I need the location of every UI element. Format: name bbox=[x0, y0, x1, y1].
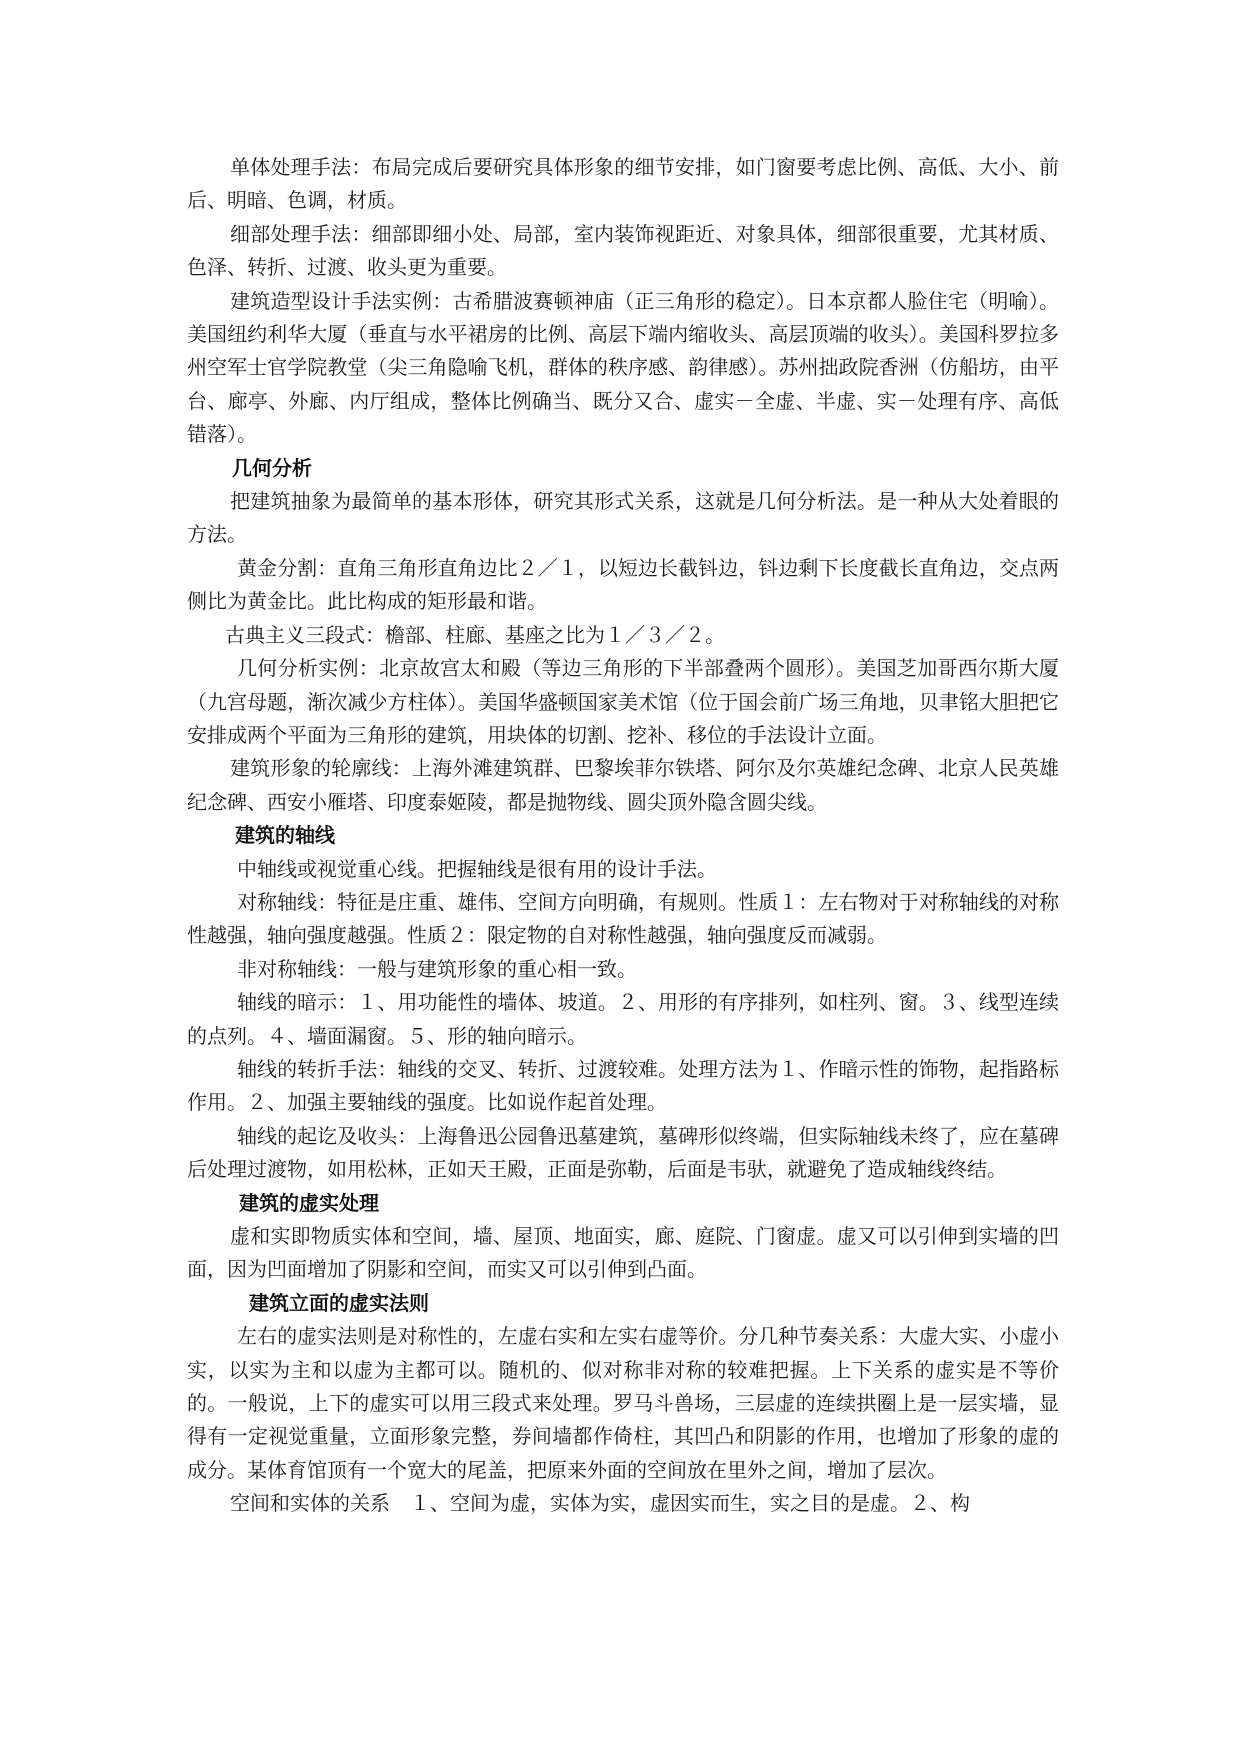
paragraph-silhouette: 建筑形象的轮廓线：上海外滩建筑群、巴黎埃菲尔铁塔、阿尔及尔英雄纪念碑、北京人民英雄纪念碑、西安小雁塔、印度泰姬陵，都是抛物线、圆尖顶外隐含圆尖线。 bbox=[187, 756, 1059, 814]
paragraph-symmetric-axis: 对称轴线：特征是庄重、雄伟、空间方向明确，有规则。性质１：左右物对于对称轴线的对称性越强，轴向强度越强。性质２：限定物的自对称性越强，轴向强度反而减弱。 bbox=[187, 889, 1059, 948]
paragraph-geometric-definition: 把建筑抽象为最简单的基本形体，研究其形式关系，这就是几何分析法。是一种从大处着眼的方法。 bbox=[187, 489, 1059, 547]
heading-facade-void-solid-law: 建筑立面的虚实法则 bbox=[249, 1290, 429, 1315]
paragraph-axis-hints: 轴线的暗示：１、用功能性的墙体、坡道。２、用形的有序排列，如柱列、窗。３、线型连续的点列。４、墙面漏窗。５、形的轴向暗示。 bbox=[187, 990, 1059, 1048]
paragraph-modeling-examples: 建筑造型设计手法实例：古希腊波赛顿神庙（正三角形的稳定）。日本京都人脸住宅（明喻）。美国纽约利华大厦（垂直与水平裙房的比例、高层下端内缩收头、高层顶端的收头）。美国科罗拉多州空军士官学院教堂（尖三角隐喻飞机，群体的秩序感、韵律感）。苏州拙政院香洲（仿船坊，由平台、廊亭、外廊、内厅组成，整体比例确当、既分又合、虚实－全虚、半虚、实－处理有序、高低错落）。 bbox=[187, 288, 1059, 447]
paragraph-golden-ratio: 黄金分割：直角三角形直角边比２／１，以短边长截钭边，钭边剩下长度截长直角边，交点两侧比为黄金比。此比构成的矩形最和谐。 bbox=[187, 555, 1059, 614]
paragraph-axis-ending: 轴线的起讫及收头：上海鲁迅公园鲁迅墓建筑，墓碑形似终端，但实际轴线未终了，应在墓碑后处理过渡物，如用松林，正如天王殿，正面是弥勒，后面是韦驮，就避免了造成轴线终结。 bbox=[187, 1123, 1059, 1182]
paragraph-void-solid: 虚和实即物质实体和空间，墙、屋顶、地面实，廊、庭院、门窗虚。虚又可以引伸到实墙的凹面，因为凹面增加了阴影和空间，而实又可以引伸到凸面。 bbox=[187, 1224, 1059, 1282]
paragraph-axis-intro: 中轴线或视觉重心线。把握轴线是很有用的设计手法。 bbox=[237, 856, 717, 881]
heading-building-axis: 建筑的轴线 bbox=[235, 823, 335, 848]
paragraph-space-entity: 空间和实体的关系 １、空间为虚，实体为实，虚因实而生，实之目的是虚。２、构 bbox=[230, 1491, 970, 1516]
paragraph-geometric-examples: 几何分析实例：北京故宫太和殿（等边三角形的下半部叠两个圆形）。美国芝加哥西尔斯大厦（九宫母题，渐次减少方柱体）。美国华盛顿国家美术馆（位于国会前广场三角地，贝聿铭大胆把它安排成两个平面为三角形的建筑，用块体的切割、挖补、移位的手法设计立面。 bbox=[187, 656, 1059, 747]
paragraph-facade-law: 左右的虚实法则是对称性的，左虚右实和左实右虚等价。分几种节奏关系：大虚大实、小虚小实，以实为主和以虚为主都可以。随机的、似对称非对称的较难把握。上下关系的虚实是不等价的。一般说，上下的虚实可以用三段式来处理。罗马斗兽场，三层虚的连续拱圈上是一层实墙，显得有一定视觉重量，立面形象完整，券间墙都作倚柱，其凹凸和阴影的作用，也增加了形象的虚的成分。某体育馆顶有一个宽大的尾盖，把原来外面的空间放在里外之间，增加了层次。 bbox=[187, 1324, 1059, 1482]
heading-geometric-analysis: 几何分析 bbox=[232, 455, 312, 480]
paragraph-classical-three-part: 古典主义三段式：檐部、柱廊、基座之比为１／３／２。 bbox=[225, 622, 725, 647]
document-body bbox=[187, 151, 1059, 1521]
paragraph-single-treatment: 单体处理手法：布局完成后要研究具体形象的细节安排，如门窗要考虑比例、高低、大小、前后、明暗、色调，材质。 bbox=[187, 155, 1059, 213]
paragraph-axis-turning: 轴线的转折手法：轴线的交叉、转折、过渡较难。处理方法为１、作暗示性的饰物，起指路标作用。２、加强主要轴线的强度。比如说作起首处理。 bbox=[187, 1056, 1059, 1115]
paragraph-asymmetric-axis: 非对称轴线：一般与建筑形象的重心相一致。 bbox=[237, 956, 637, 981]
heading-void-solid: 建筑的虚实处理 bbox=[239, 1190, 379, 1215]
paragraph-detail-treatment: 细部处理手法：细部即细小处、局部，室内装饰视距近、对象具体，细部很重要，尤其材质、色泽、转折、过渡、收头更为重要。 bbox=[187, 221, 1059, 280]
